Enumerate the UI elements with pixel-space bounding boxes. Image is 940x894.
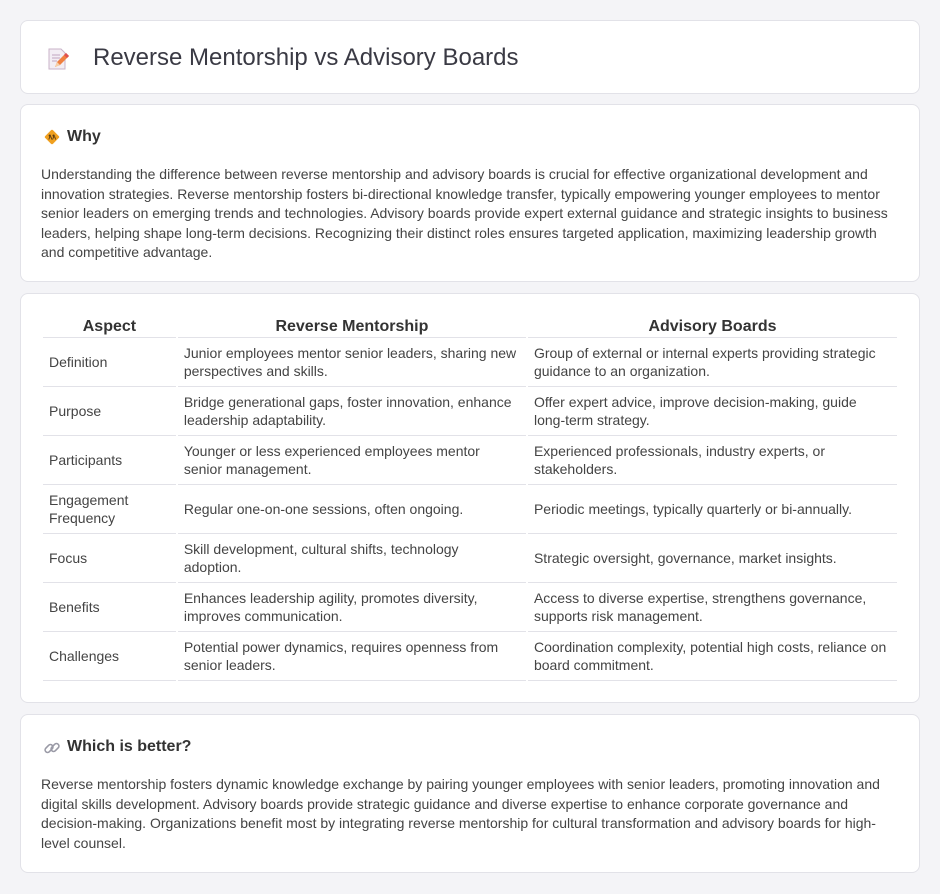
table-header-row: [43, 316, 897, 338]
why-title: Why: [67, 128, 101, 145]
reverse-cell: Potential power dynamics, requires openness from senior leaders.: [178, 632, 526, 681]
aspect-cell: Participants: [43, 436, 176, 485]
aspect-cell: Benefits: [43, 583, 176, 632]
aspect-cell: Engagement Frequency: [43, 485, 176, 534]
table-row: [43, 583, 897, 632]
which-is-better-text: Reverse mentorship fosters dynamic knowledge exchange by pairing younger employees with senior leaders, promoting innovation and digital skills development. Advisory boards provide strategic guidance and diverse expertise to enhance corporate governance and decision-making. Organizations benefit most by integrating reverse mentorship for cultural transformation and advisory boards for high-level counsel.: [41, 776, 880, 851]
advisory-cell: Access to diverse expertise, strengthens governance, supports risk management.: [528, 583, 897, 632]
header-card: [20, 20, 920, 94]
link-icon: [43, 739, 61, 757]
comparison-table: [41, 316, 899, 681]
reverse-cell: Junior employees mentor senior leaders, sharing new perspectives and skills.: [178, 338, 526, 387]
why-text: Understanding the difference between reverse mentorship and advisory boards is crucial for effective organizational development and innovation strategies. Reverse mentorship fosters bi-directional knowledge transfer, typically empowering younger employees to mentor senior leaders on emerging trends and technologies. Advisory boards provide expert external guidance and strategic insights to business leaders, helping shape long-term decisions. Recognizing their distinct roles ensures targeted application, maximizing leadership growth and competitive advantage.: [41, 166, 888, 261]
table-row: [43, 632, 897, 681]
table-row: [43, 387, 897, 436]
header-reverse-mentorship: Reverse Mentorship: [178, 316, 526, 338]
advisory-cell: Strategic oversight, governance, market insights.: [528, 534, 897, 583]
aspect-cell: Challenges: [43, 632, 176, 681]
reverse-cell: Regular one-on-one sessions, often ongoing.: [178, 485, 526, 534]
advisory-cell: Periodic meetings, typically quarterly or bi-annually.: [528, 485, 897, 534]
table-row: [43, 485, 897, 534]
reverse-cell: Bridge generational gaps, foster innovation, enhance leadership adaptability.: [178, 387, 526, 436]
comparison-card: [20, 293, 920, 703]
why-section: [20, 104, 920, 282]
header-advisory-boards: Advisory Boards: [528, 316, 897, 338]
aspect-cell: Definition: [43, 338, 176, 387]
which-is-better-title: Which is better?: [67, 738, 192, 755]
reverse-cell: Enhances leadership agility, promotes diversity, improves communication.: [178, 583, 526, 632]
aspect-cell: Purpose: [43, 387, 176, 436]
road-sign-icon: [43, 128, 61, 146]
aspect-cell: Focus: [43, 534, 176, 583]
table-row: [43, 338, 897, 387]
advisory-cell: Coordination complexity, potential high costs, reliance on board commitment.: [528, 632, 897, 681]
which-is-better-section: [20, 714, 920, 873]
table-row: [43, 534, 897, 583]
advisory-cell: Group of external or internal experts providing strategic guidance to an organization.: [528, 338, 897, 387]
header-aspect: Aspect: [43, 316, 176, 338]
page-title: Reverse Mentorship vs Advisory Boards: [93, 44, 519, 71]
document-pencil-icon: [47, 47, 69, 71]
table-row: [43, 436, 897, 485]
reverse-cell: Skill development, cultural shifts, technology adoption.: [178, 534, 526, 583]
advisory-cell: Offer expert advice, improve decision-making, guide long-term strategy.: [528, 387, 897, 436]
advisory-cell: Experienced professionals, industry experts, or stakeholders.: [528, 436, 897, 485]
reverse-cell: Younger or less experienced employees mentor senior management.: [178, 436, 526, 485]
